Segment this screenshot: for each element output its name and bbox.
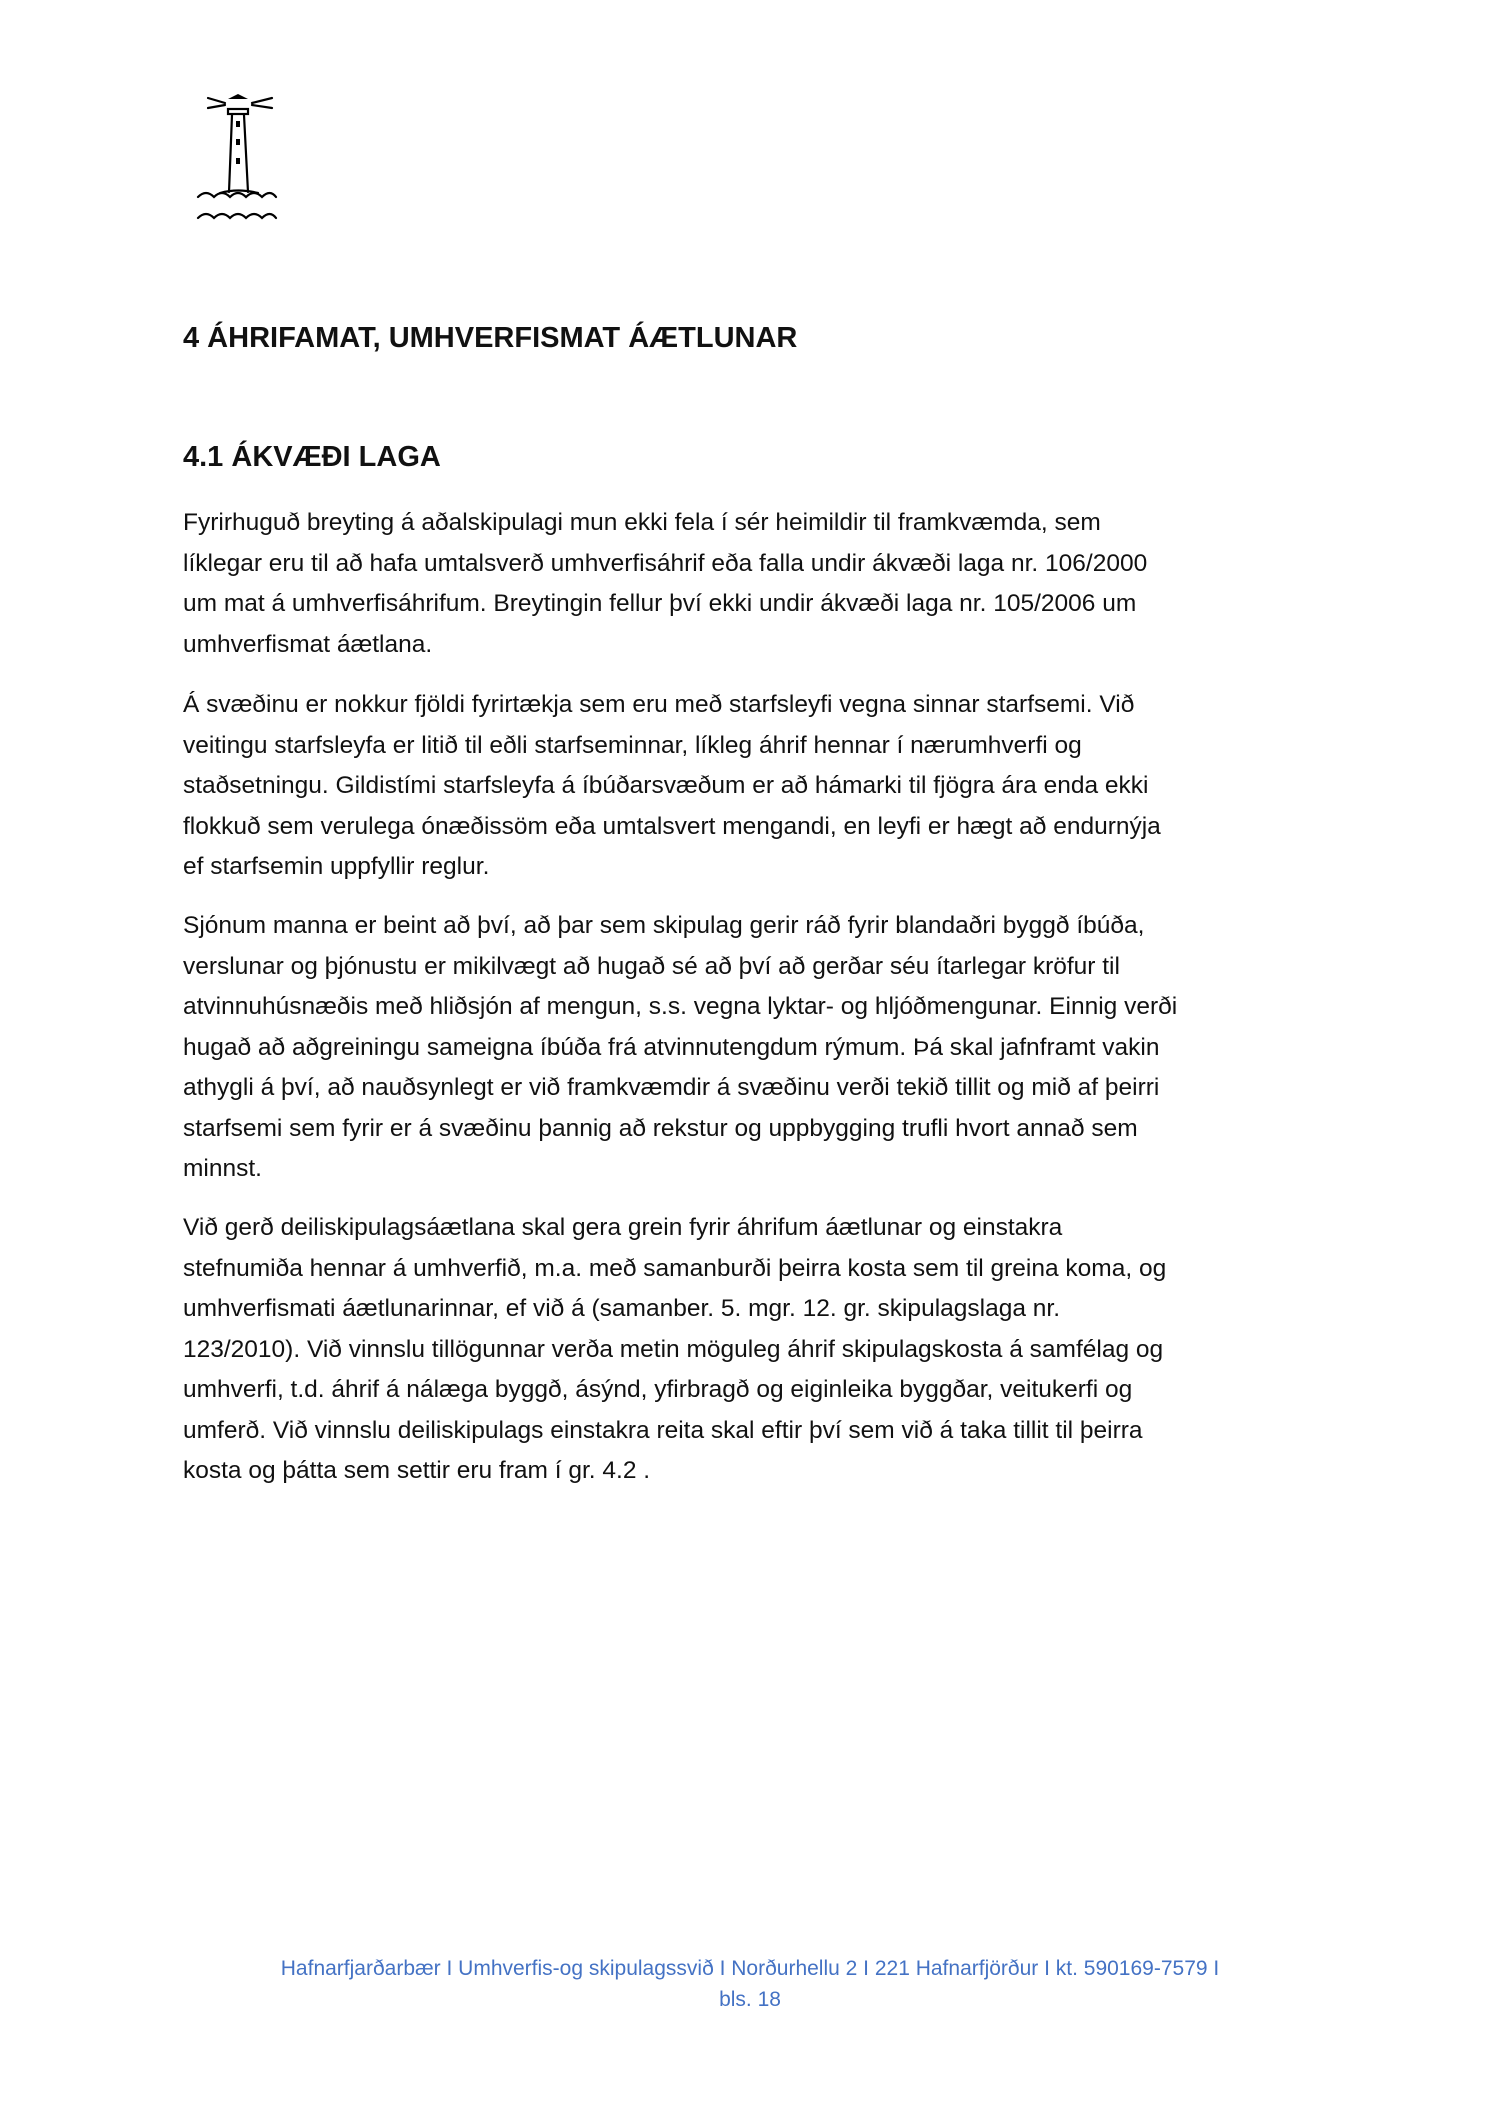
footer-address: Hafnarfjarðarbær I Umhverfis-og skipulagssvið I Norðurhellu 2 I 221 Hafnarfjörður I kt. 590169-7579 I — [280, 1957, 1220, 1980]
text-line: Á svæðinu er nokkur fjöldi fyrirtækja sem eru með starfsleyfi vegna sinnar starfsemi. Við — [183, 691, 1135, 718]
text-line: minnst. — [183, 1155, 262, 1182]
text-line: athygli á því, að nauðsynlegt er við framkvæmdir á svæðinu verði tekið tillit og mið af þeirri — [183, 1074, 1160, 1101]
text-line: kosta og þátta sem settir eru fram í gr. 4.2 . — [183, 1457, 651, 1484]
text-line: staðsetningu. Gildistími starfsleyfa á íbúðarsvæðum er að hámarki til fjögra ára enda ekki — [183, 772, 1149, 799]
text-line: 123/2010). Við vinnslu tillögunnar verða metin möguleg áhrif skipulagskosta á samfélag og — [183, 1335, 1164, 1363]
text-line: ef starfsemin uppfyllir reglur. — [183, 853, 490, 880]
text-line: verslunar og þjónustu er mikilvægt að hugað sé að því að gerðar séu ítarlegar kröfur til — [183, 952, 1120, 980]
section-heading: 4 ÁHRIFAMAT, UMHVERFISMAT ÁÆTLUNAR — [183, 322, 798, 354]
paragraph-1 — [183, 503, 1147, 665]
text-line: umhverfismati áætlunarinnar, ef við á (samanber. 5. mgr. 12. gr. skipulagslaga nr. — [183, 1295, 1060, 1322]
page-footer — [0, 1953, 1500, 2015]
text-line: starfsemi sem fyrir er á svæðinu þannig að rekstur og uppbygging trufli hvort annað sem — [183, 1114, 1138, 1142]
text-line: atvinnuhúsnæðis með hliðsjón af mengun, s.s. vegna lyktar- og hljóðmengunar. Einnig verði — [183, 993, 1178, 1020]
page-number: bls. 18 — [719, 1988, 781, 2011]
text-line: Við gerð deiliskipulagsáætlana skal gera grein fyrir áhrifum áætlunar og einstakra — [183, 1214, 1063, 1241]
lighthouse-icon — [180, 80, 300, 240]
text-line: flokkuð sem verulega ónæðissöm eða umtalsvert mengandi, en leyfi er hægt að endurnýja — [183, 812, 1161, 840]
paragraph-3 — [183, 906, 1177, 1190]
text-line: hugað að aðgreiningu sameigna íbúða frá atvinnutengdum rýmum. Þá skal jafnframt vakin — [183, 1033, 1160, 1061]
text-line: veitingu starfsleyfa er litið til eðli starfseminnar, líkleg áhrif hennar í nærumhverfi og — [183, 731, 1082, 759]
text-line: líklegar eru til að hafa umtalsverð umhverfisáhrif eða falla undir ákvæði laga nr. 106/2000 — [183, 549, 1148, 577]
text-line: umhverfismat áætlana. — [183, 630, 433, 658]
text-line: stefnumiða hennar á umhverfið, m.a. með samanburði þeirra kosta sem til greina koma, og — [183, 1254, 1167, 1282]
paragraph-2 — [183, 685, 1161, 888]
text-line: Sjónum manna er beint að því, að þar sem skipulag gerir ráð fyrir blandaðri byggð íbúða, — [183, 912, 1145, 939]
text-line: Fyrirhuguð breyting á aðalskipulagi mun ekki fela í sér heimildir til framkvæmda, sem — [183, 509, 1101, 536]
text-line: umferð. Við vinnslu deiliskipulags einstakra reita skal eftir því sem við á taka tillit til þeirra — [183, 1416, 1143, 1444]
text-line: umhverfi, t.d. áhrif á nálæga byggð, ásýnd, yfirbragð og eiginleika byggðar, veitukerfi og — [183, 1376, 1133, 1403]
paragraph-4 — [183, 1208, 1166, 1492]
subsection-heading: 4.1 ÁKVÆÐI LAGA — [183, 441, 441, 473]
text-line: um mat á umhverfisáhrifum. Breytingin fellur því ekki undir ákvæði laga nr. 105/2006 um — [183, 590, 1137, 617]
